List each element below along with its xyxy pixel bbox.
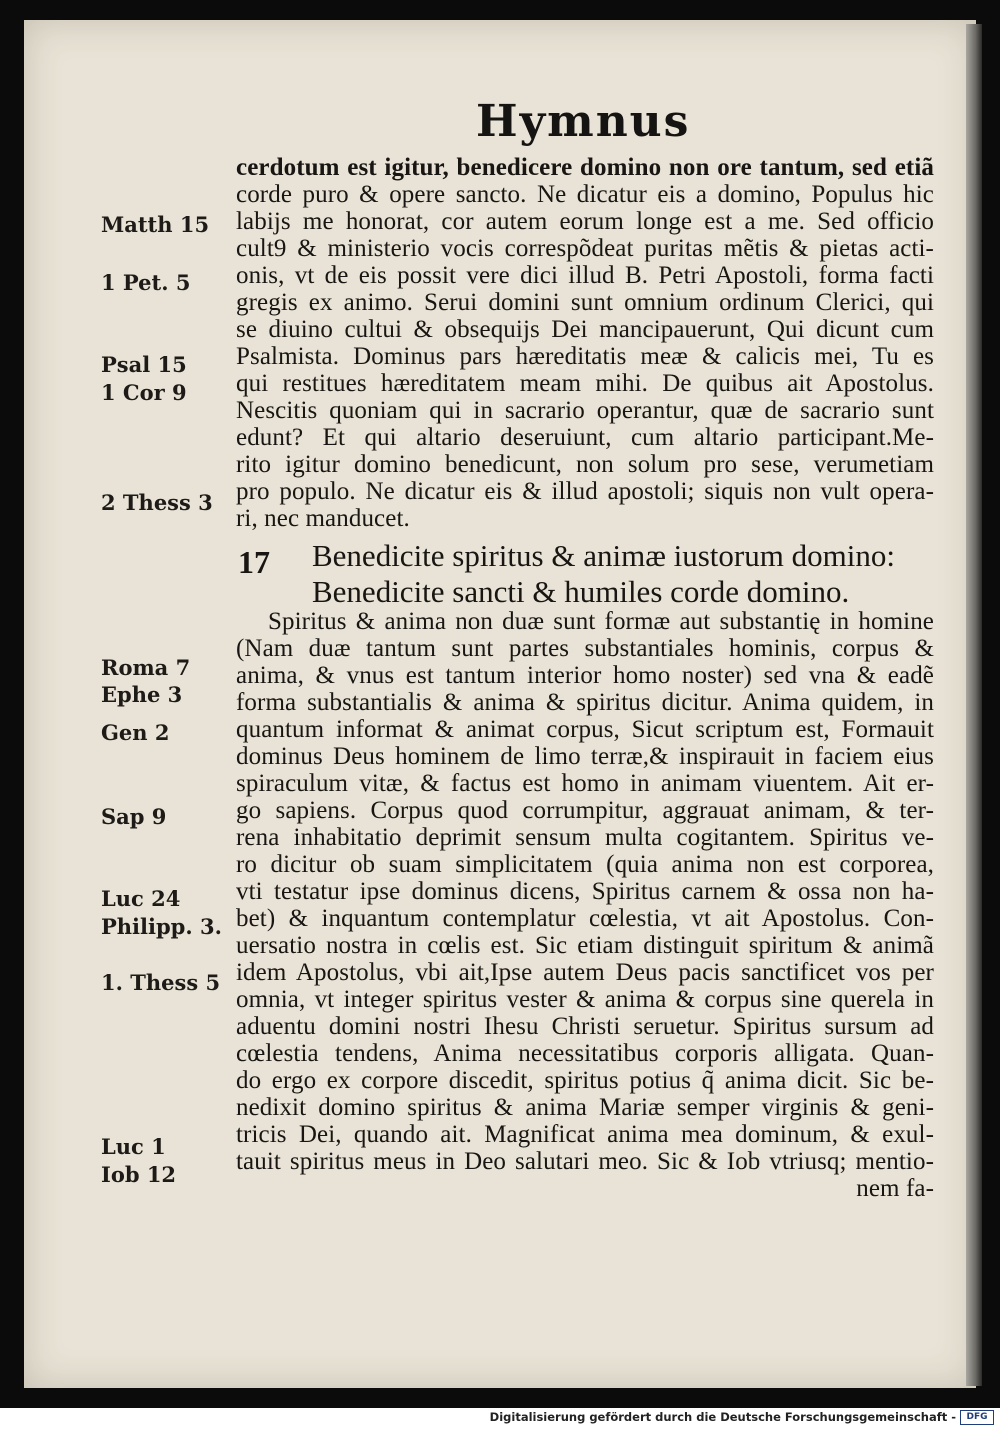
text-line: cerdotum est igitur, benedicere domino non ore tantum, sed etiã: [236, 154, 934, 181]
text-line: cult9 & ministerio vocis correspõdeat puritas mẽtis & pietas acti-: [236, 235, 934, 262]
catchword: nem fa-: [856, 1175, 934, 1202]
marginal-ref: 1. Thess 5: [101, 970, 221, 995]
marginal-ref: Iob 12: [101, 1162, 177, 1187]
marginal-ref: Ephe 3: [101, 682, 183, 707]
marginal-ref: Roma 7: [101, 655, 191, 680]
text-line: qui restitues hæreditatem meam mihi. De quibus ait Apostolus.: [236, 370, 934, 397]
marginal-ref: Philipp. 3.: [101, 914, 222, 939]
text-line: nedixit domino spiritus & anima Mariæ semper virginis & geni-: [236, 1094, 934, 1121]
marginal-ref: Matth 15: [101, 212, 210, 237]
running-head: Hymnus: [476, 96, 691, 147]
text-line: tricis Dei, quando ait. Magnificat anima mea dominum, & exul-: [236, 1121, 934, 1148]
text-line: ro dicitur ob suam simplicitatem (quia anima non est corporea,: [236, 851, 934, 878]
text-line: go sapiens. Corpus quod corrumpitur, aggrauat animam, & ter-: [236, 797, 934, 824]
dfg-logo: DFG: [960, 1410, 994, 1425]
digitization-footer: [0, 1408, 1000, 1429]
marginal-ref: 1 Cor 9: [101, 380, 187, 405]
text-line: rena inhabitatio deprimit sensum multa cogitantem. Spiritus ve-: [236, 824, 934, 851]
text-line: Psalmista. Dominus pars hæreditatis meæ & calicis mei, Tu es: [236, 343, 934, 370]
verse-line: Benedicite sancti & humiles corde domino.: [312, 574, 850, 609]
verse-number: 17: [238, 544, 270, 580]
text-line: (Nam duæ tantum sunt partes substantiales hominis, corpus &: [236, 635, 934, 662]
page-edge: [966, 24, 982, 1386]
text-line: aduentu domini nostri Ihesu Christi seruetur. Spiritus sursum ad: [236, 1013, 934, 1040]
text-line: uersatio nostra in cœlis est. Sic etiam distinguit spiritum & animã: [236, 932, 934, 959]
text-line: do ergo ex corpore discedit, spiritus potius q̃ anima dicit. Sic be-: [236, 1067, 934, 1094]
text-line: Spiritus & anima non duæ sunt formæ aut substantię in homine: [268, 608, 934, 635]
text-line: bet) & inquantum contemplatur cœlestia, vt ait Apostolus. Con-: [236, 905, 934, 932]
text-line: Nescitis quoniam qui in sacrario operantur, quæ de sacrario sunt: [236, 397, 934, 424]
text-line: labijs me honorat, cor autem eorum longe est a me. Sed officio: [236, 208, 934, 235]
text-line: pro populo. Ne dicatur eis & illud apostoli; siquis non vult opera-: [236, 478, 934, 505]
text-line: corde puro & opere sancto. Ne dicatur eis a domino, Populus hic: [236, 181, 934, 208]
text-line: quantum informat & animat corpus, Sicut scriptum est, Formauit: [236, 716, 934, 743]
text-line: rito igitur domino benedicunt, non solum pro sese, verumetiam: [236, 451, 934, 478]
marginal-ref: Gen 2: [101, 720, 170, 745]
marginal-ref: Psal 15: [101, 352, 187, 377]
text-line: tauit spiritus meus in Deo salutari meo. Sic & Iob vtriusq; mentio-: [236, 1148, 934, 1175]
text-line: onis, vt de eis possit vere dici illud B. Petri Apostoli, forma facti: [236, 262, 934, 289]
text-line: ri, nec manducet.: [236, 505, 410, 532]
text-line: anima, & vnus est tantum interior homo noster) sed vna & eadẽ: [236, 662, 934, 689]
text-line: spiraculum vitæ, & factus est homo in animam viuentem. Ait er-: [236, 770, 934, 797]
marginal-ref: Sap 9: [101, 804, 167, 829]
funding-note: Digitalisierung gefördert durch die Deutsche Forschungsgemeinschaft -: [489, 1410, 956, 1424]
verse-line: Benedicite spiritus & animæ iustorum domino:: [312, 538, 895, 573]
marginal-ref: 1 Pet. 5: [101, 270, 191, 295]
text-line: gregis ex animo. Serui domini sunt omnium ordinum Clerici, qui: [236, 289, 934, 316]
text-line: dominus Deus hominem de limo terræ,& inspirauit in faciem eius: [236, 743, 934, 770]
text-line: edunt? Et qui altario deseruiunt, cum altario participant.Me-: [236, 424, 934, 451]
text-line: omnia, vt integer spiritus vester & anima & corpus sine querela in: [236, 986, 934, 1013]
text-line: cœlestia tendens, Anima necessitatibus corporis alligata. Quan-: [236, 1040, 934, 1067]
marginal-ref: Luc 24: [101, 886, 181, 911]
marginal-ref: 2 Thess 3: [101, 490, 213, 515]
text-line: vti testatur ipse dominus dicens, Spiritus carnem & ossa non ha-: [236, 878, 934, 905]
text-line: se diuino cultui & obsequijs Dei mancipauerunt, Qui dicunt cum: [236, 316, 934, 343]
text-line: forma substantialis & anima & spiritus dicitur. Anima quidem, in: [236, 689, 934, 716]
text-line: idem Apostolus, vbi ait,Ipse autem Deus pacis sanctificet vos per: [236, 959, 934, 986]
marginal-ref: Luc 1: [101, 1134, 166, 1159]
